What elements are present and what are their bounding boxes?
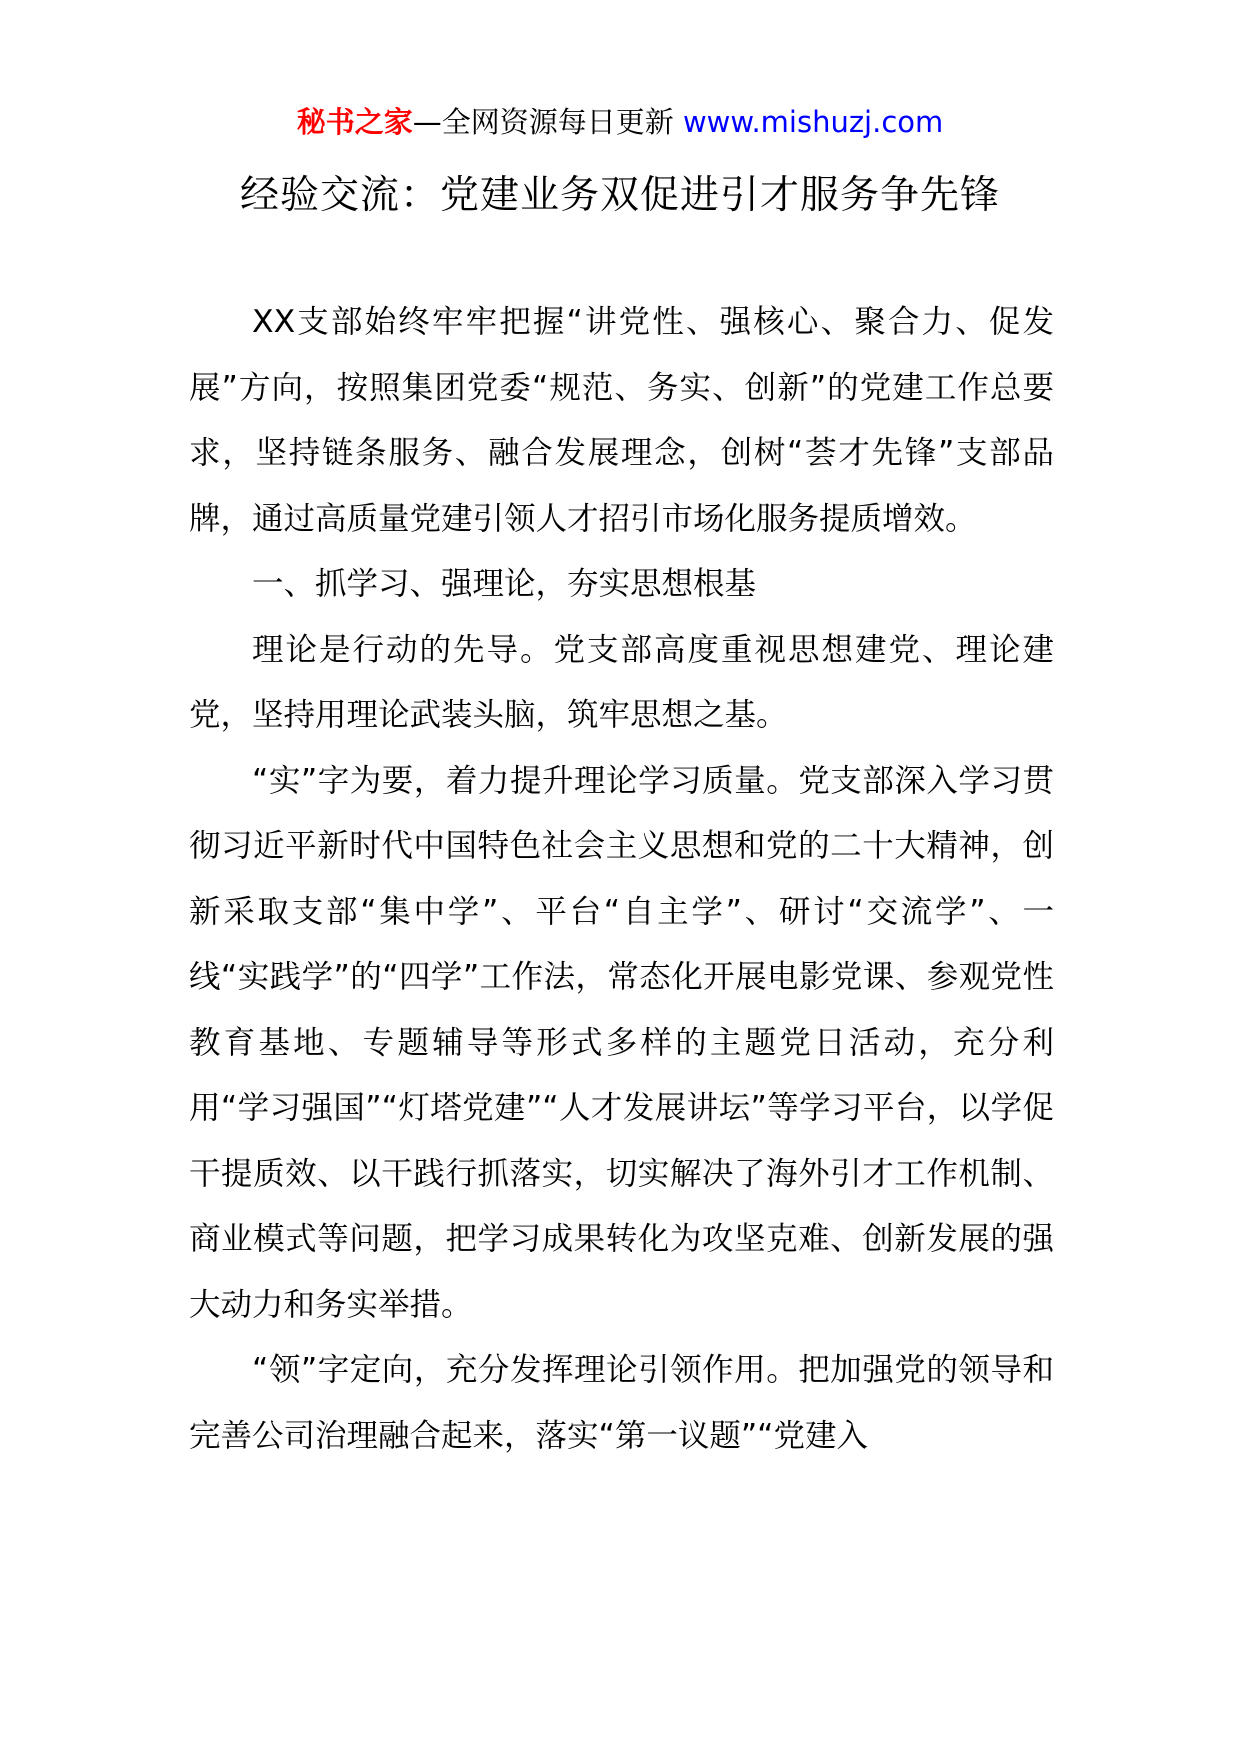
brand-name: 秘书之家	[296, 105, 413, 139]
body-paragraph: “领”字定向，充分发挥理论引领作用。把加强党的领导和完善公司治理融合起来，落实“第一议题”“党建入	[189, 1352, 1054, 1454]
banner-tagline: —全网资源每日更新	[412, 105, 683, 139]
body-paragraph: “实”字为要，着力提升理论学习质量。党支部深入学习贯彻习近平新时代中国特色社会主义思想和党的二十大精神，创新采取支部“集中学”、平台“自主学”、研讨“交流学”、一线“实践学”的“四学”工作法，常态化开展电影党课、参观党性教育基地、专题辅导等形式多样的主题党日活动，充分利用“学习强国”“灯塔党建”“人才发展讲坛”等学习平台，以学促干提质效、以干践行抓落实，切实解决了海外引才工作机制、商业模式等问题，把学习成果转化为攻坚克难、创新发展的强大动力和务实举措。	[189, 762, 1054, 1323]
site-url-link[interactable]: www.mishuzj.com	[682, 105, 944, 139]
body-paragraph: XX支部始终牢牢把握“讲党性、强核心、聚合力、促发展”方向，按照集团党委“规范、务实、创新”的党建工作总要求，坚持链条服务、融合发展理念，创树“荟才先锋”支部品牌，通过高质量党建引领人才招引市场化服务提质增效。	[189, 304, 1054, 537]
section-heading: 一、抓学习、强理论，夯实思想根基	[252, 566, 757, 602]
site-banner	[0, 100, 1240, 144]
document-title: 经验交流：党建业务双促进引才服务争先锋	[239, 173, 1000, 218]
document-body	[189, 290, 1054, 1469]
body-paragraph: 理论是行动的先导。党支部高度重视思想建党、理论建党，坚持用理论武装头脑，筑牢思想之基。	[189, 631, 1054, 733]
